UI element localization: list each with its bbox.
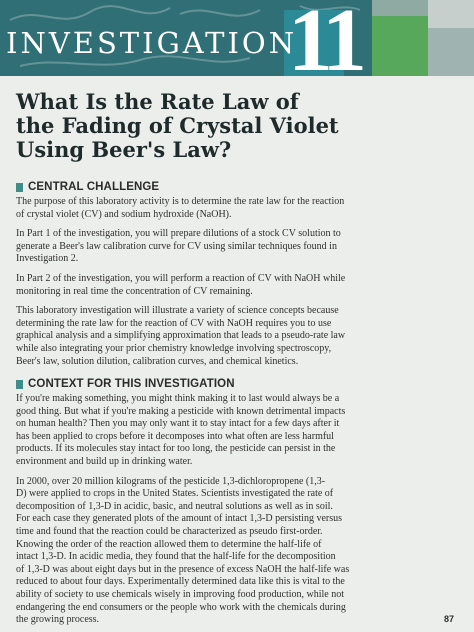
central-challenge-section [16,180,456,368]
text-line: intact 1,3-D. In acidic media, they found that the half-life for the decomposition [16,551,336,563]
text-line: In Part 2 of the investigation, you will perform a reaction of CV with NaOH while [16,272,346,284]
text-line: The purpose of this laboratory activity is to determine the rate law for the reaction [16,196,345,207]
paragraph [16,196,456,221]
header-banner [0,0,474,76]
section-heading [16,180,456,194]
text-line: time and found that the reaction could be characterized as pseudo first-order. [16,525,323,537]
text-line: products. If its molecules stay intact for too long, the pesticide can persist in the [16,443,336,455]
text-line: decomposition of 1,3-D in acidic, basic, and neutral solutions as well as in soil. [16,500,333,512]
text-line: ability of society to use chemicals wisely in improving food production, while not [16,588,344,600]
text-line: good thing. But what if you're making a pesticide with known detrimental impacts [16,405,346,417]
text-line: graphical analysis and a simplifying approximation that leads to a pseudo-rate law [16,330,346,342]
chapter-number: 11 [288,0,362,76]
text-line: Investigation 2. [16,253,79,265]
text-line: monitoring in real time the concentration of CV remaining. [16,285,253,297]
text-line: This laboratory investigation will illustrate a variety of science concepts because [16,305,339,317]
text-line: environment and build up in drinking water. [16,455,193,467]
text-line: while also integrating your prior chemistry knowledge involving spectroscopy, [16,342,332,354]
text-line: For each case they generated plots of the amount of intact 1,3-D persisting versus [16,513,343,525]
text-line: the growing process. [16,614,100,626]
title-line: What Is the Rate Law of [16,89,299,114]
text-line: endangering the end consumers or the people who work with the chemicals during [16,601,346,613]
text-line: determining the rate law for the reaction of CV with NaOH requires you to use [16,317,332,329]
banner-accent-block-green [372,16,428,76]
banner-accent-block [372,0,428,16]
text-line: of crystal violet (CV) and sodium hydroxide (NaOH). [16,208,232,220]
text-line: Beer's law, solution dilution, calibration curves, and chemical kinetics. [16,355,299,367]
title-line: the Fading of Crystal Violet [16,113,339,138]
paragraph [16,273,456,298]
title-line: Using Beer's Law? [16,137,232,162]
text-line: If you're making something, you might think making it to last would always be a [16,393,340,404]
text-line: In Part 1 of the investigation, you will prepare dilutions of a stock CV solution to [16,228,341,240]
text-line: In 2000, over 20 million kilograms of the pesticide 1,3-dichloropropene (1,3- [16,475,326,487]
section-heading-label: CENTRAL CHALLENGE [28,181,160,193]
text-line: on human health? Then you may only want it to stay intact for a few days after it [16,418,340,430]
paragraph [16,393,456,469]
text-line: of 1,3-D was about eight days but in the presence of excess NaOH the half-life was [16,563,350,575]
text-line: Knowing the order of the reaction allowed them to determine the half-life of [16,538,322,550]
text-line: generate a Beer's law calibration curve for CV using similar techniques found in [16,240,337,252]
paragraph [16,228,456,266]
banner-accent-block-grey [428,28,474,76]
paragraph [16,476,456,627]
text-line: has been applied to crops before it decomposes into what often are less harmful [16,430,334,442]
page-title [16,90,456,162]
section-heading-label: CONTEXT FOR THIS INVESTIGATION [28,378,235,390]
text-line: reduced to about four days. Experimentally determined data like this is vital to the [16,576,345,588]
heading-bullet-icon [16,380,23,389]
heading-bullet-icon [16,183,23,192]
banner-accent-block-light [428,0,474,28]
section-heading [16,377,456,391]
text-line: D) were applied to crops in the United States. Scientists investigated the rate of [16,488,334,500]
context-section [16,377,456,627]
paragraph [16,305,456,368]
page-number: 87 [443,614,454,624]
investigation-label: INVESTIGATION [6,26,298,60]
